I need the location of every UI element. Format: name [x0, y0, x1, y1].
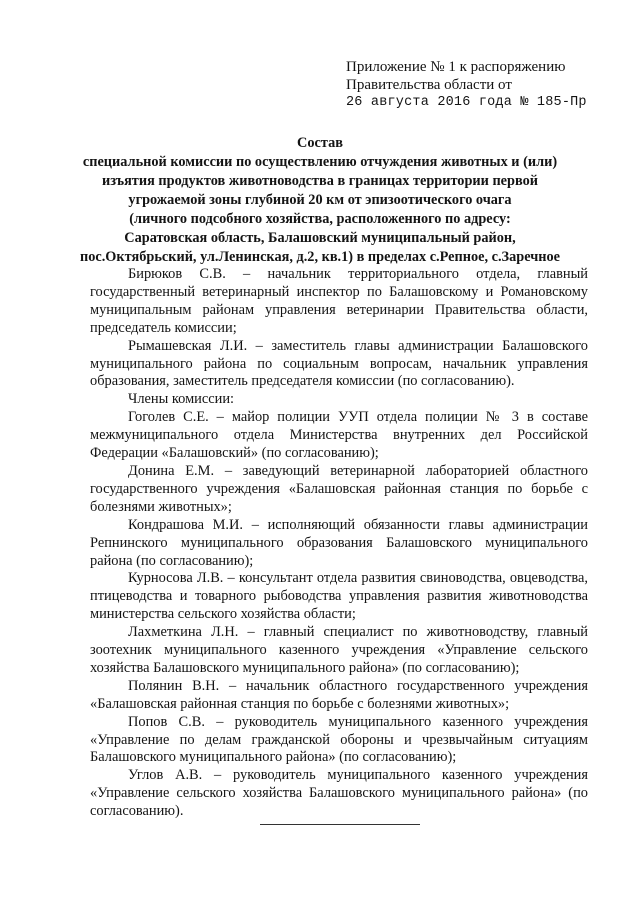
member-entry: Полянин В.Н. – начальник областного государственного учреждения «Балашовская районная станция по борьбе с болезнями животных»; — [90, 677, 588, 712]
title-line-4: угрожаемой зоны глубиной 20 км от эпизоотического очага — [128, 192, 512, 208]
member-entry: Курносова Л.В. – консультант отдела развития свиноводства, овцеводства, птицеводства и товарного рыбоводства управления развития животноводства министерства сельского хозяйства области; — [90, 570, 588, 623]
members-heading: Члены комиссии: — [128, 391, 235, 408]
document-title — [40, 134, 600, 267]
member-entry: Гоголев С.Е. – майор полиции УУП отдела полиции № 3 в составе межмуниципального отдела Министерства внутренних дел Российской Федерации «Балашовский» (по согласованию); — [90, 409, 588, 462]
annex-date-number: 26 августа 2016 года № 185-Пр — [346, 95, 587, 110]
title-line-7: пос.Октябрьский, ул.Ленинская, д.2, кв.1) в пределах с.Репное, с.Заречное — [79, 249, 560, 265]
chairman-entry: Бирюков С.В. – начальник территориального отдела, главный государственный ветеринарный инспектор по Балашовскому и Романовскому муниципальным районам управления ветеринарии Правительства области, председатель комиссии; — [90, 266, 588, 336]
title-line-1: Состав — [297, 135, 343, 151]
member-entry: Кондрашова М.И. – исполняющий обязанности главы администрации Репнинского муниципального образования Балашовского муниципального района (по согласованию); — [90, 516, 588, 569]
member-entry: Попов С.В. – руководитель муниципального казенного учреждения «Управление по делам гражданской обороны и чрезвычайным ситуациям Балашовского муниципального района» (по согласованию); — [90, 713, 588, 766]
member-entry: Углов А.В. – руководитель муниципального казенного учреждения «Управление сельского хозяйства Балашовского муниципального района» (по согласованию). — [90, 767, 588, 820]
deputy-chairman-entry: Рымашевская Л.И. – заместитель главы администрации Балашовского муниципального района по социальным вопросам, начальник управления образования, заместитель председателя комиссии (по согласованию). — [90, 337, 588, 390]
member-entry: Лахметкина Л.Н. – главный специалист по животноводству, главный зоотехник муниципального казенного учреждения «Управление сельского хозяйства Балашовского муниципального района» (по согласованию); — [90, 624, 588, 676]
annex-line-1: Приложение № 1 к распоряжению — [346, 59, 566, 75]
title-line-2: специальной комиссии по осуществлению отчуждения животных и (или) — [82, 154, 558, 170]
title-line-3: изъятия продуктов животноводства в границах территории первой — [102, 173, 538, 189]
closing-divider — [260, 824, 420, 825]
title-line-6: Саратовская область, Балашовский муниципальный район, — [124, 230, 516, 246]
commission-list — [90, 266, 588, 821]
annex-header — [346, 58, 587, 112]
annex-line-2: Правительства области от — [346, 77, 512, 93]
member-entry: Донина Е.М. – заведующий ветеринарной лабораторией областного государственного учреждения «Балашовская районная станция по борьбе с болезнями животных»; — [90, 462, 588, 515]
title-line-5: (личного подсобного хозяйства, расположенного по адресу: — [129, 211, 511, 227]
